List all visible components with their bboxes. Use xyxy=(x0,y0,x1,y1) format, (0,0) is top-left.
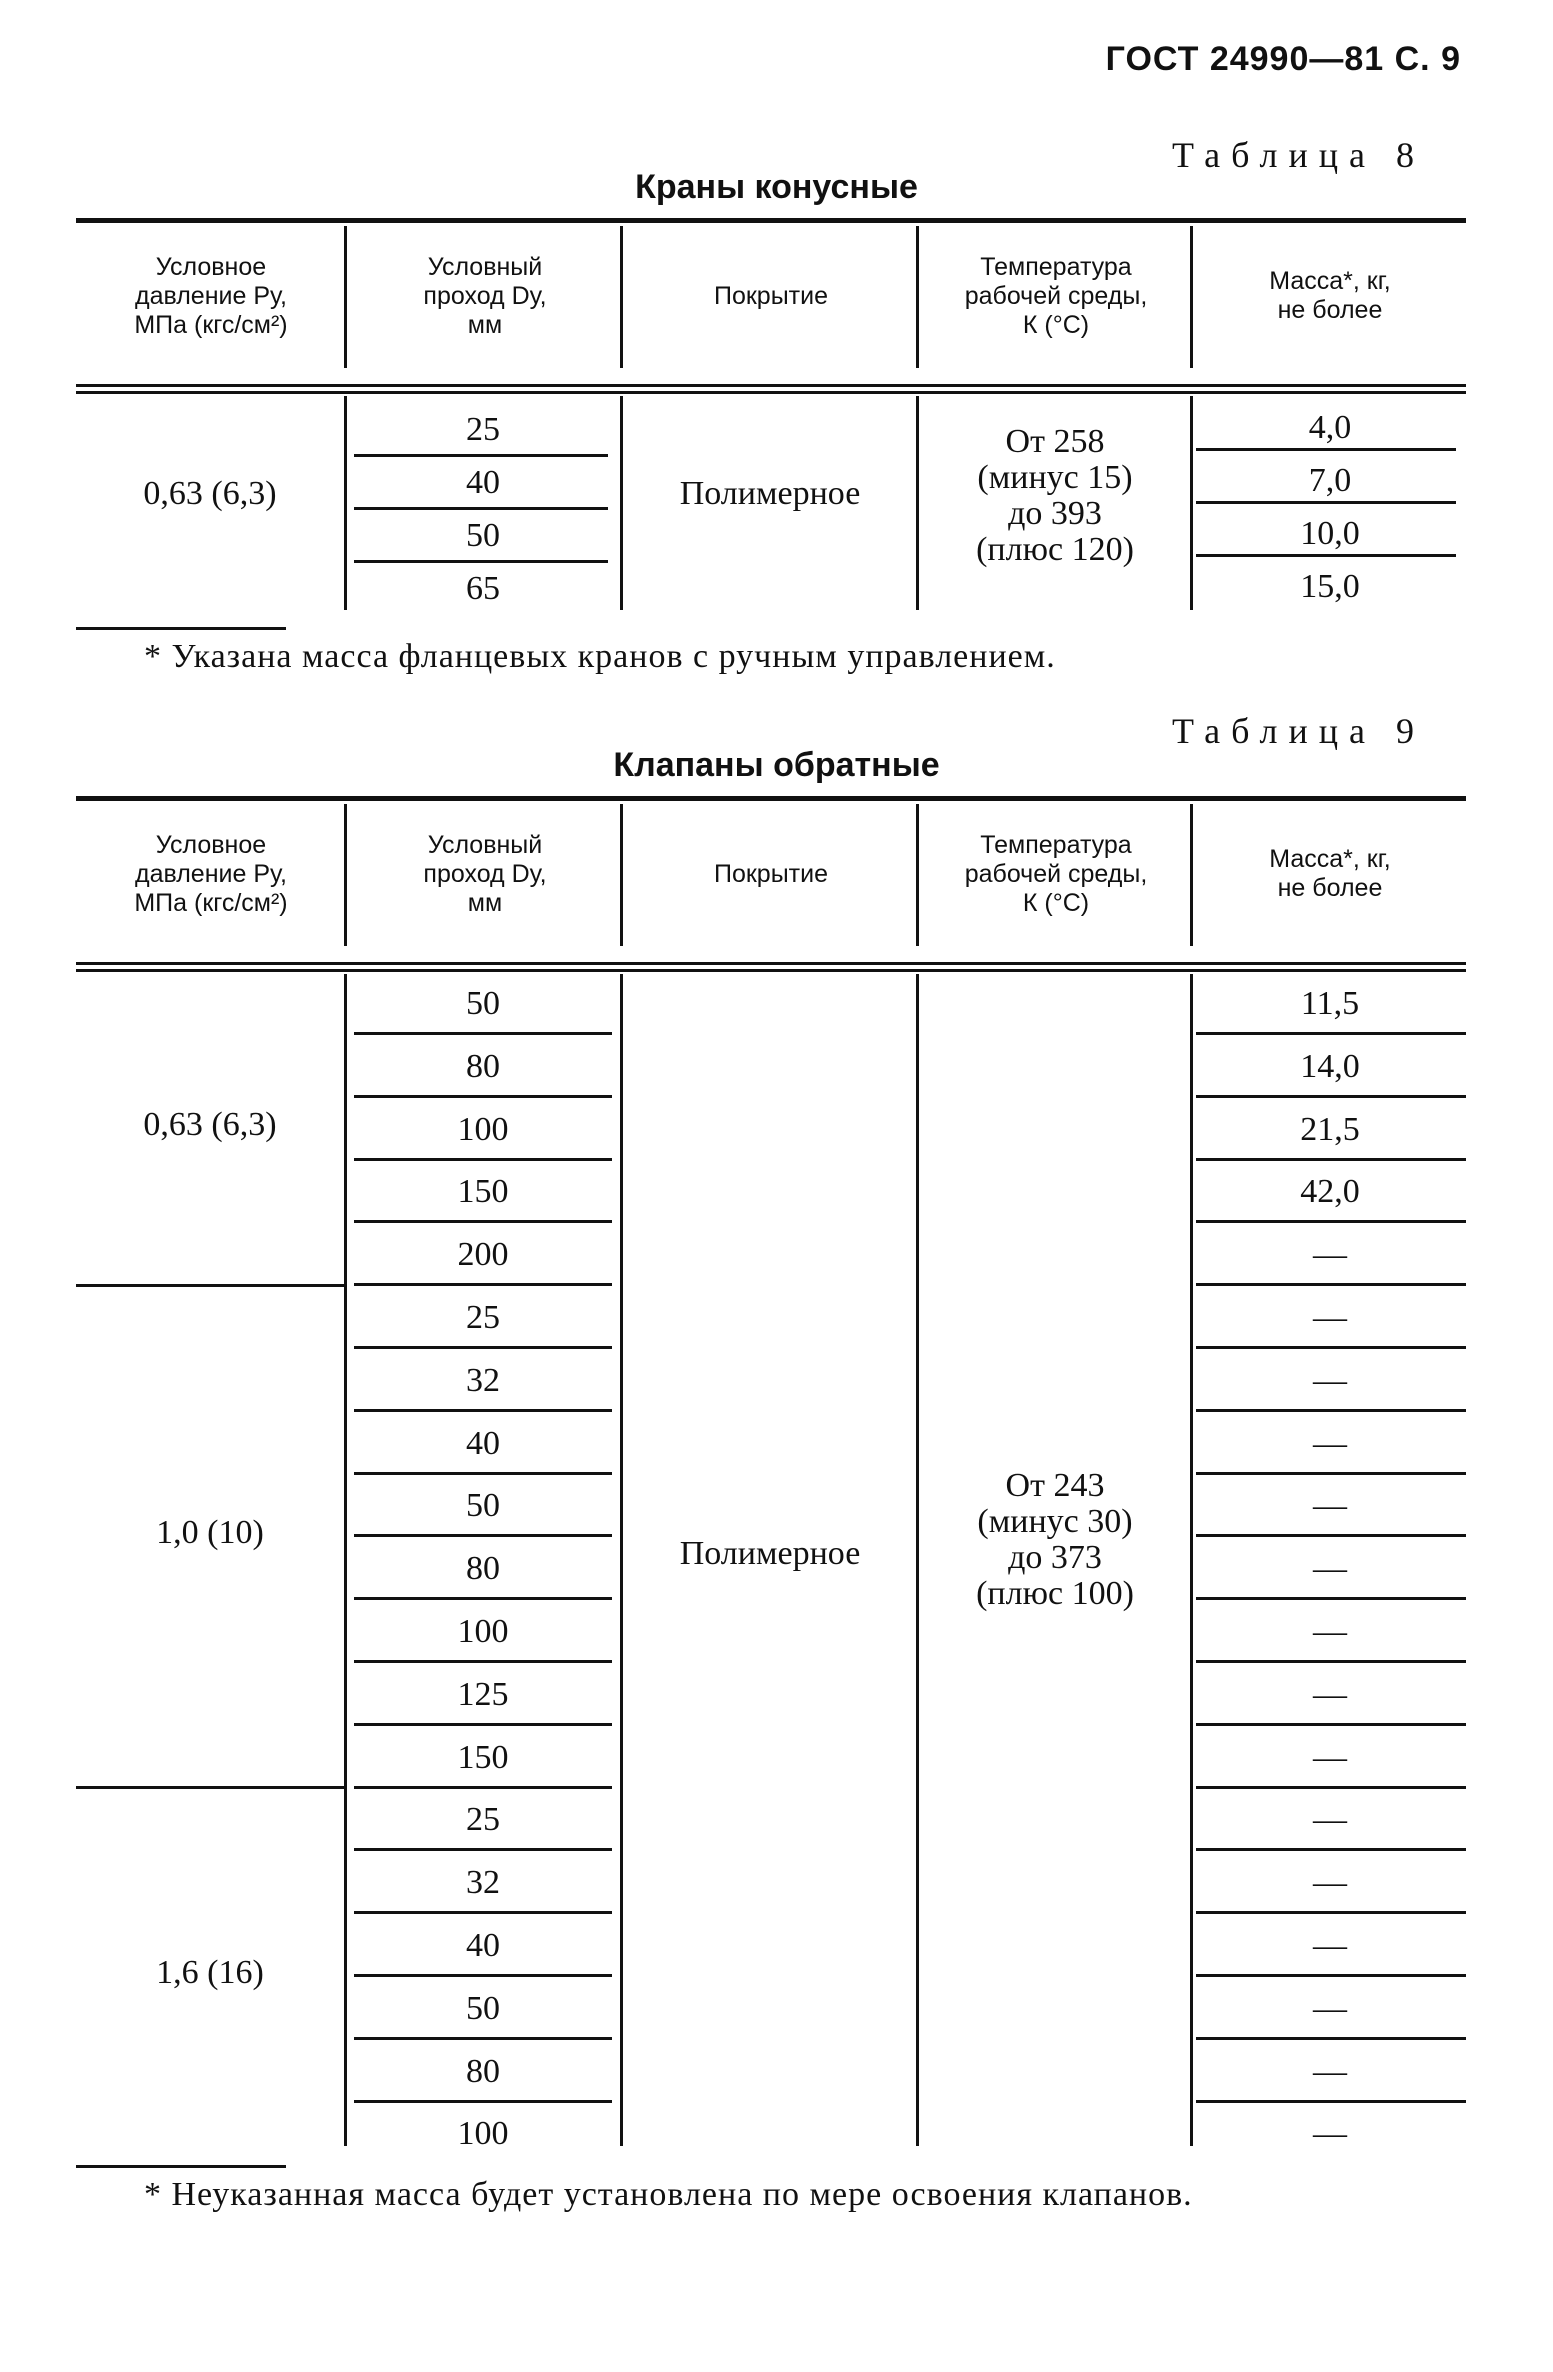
row-divider xyxy=(354,1346,612,1349)
table9-dn-cell: 100 xyxy=(457,1110,509,1148)
row-divider xyxy=(354,1660,612,1663)
table8-mass-cell: 10,0 xyxy=(1300,515,1360,552)
row-divider xyxy=(1196,1974,1466,1977)
row-divider xyxy=(354,2100,612,2103)
table9-dn-cell: 32 xyxy=(466,1361,500,1399)
table8-top-rule xyxy=(76,218,1466,223)
table9-dn-cell: 50 xyxy=(466,1487,500,1525)
table9-temperature: От 243 (минус 30) до 373 (плюс 100) xyxy=(976,1467,1134,1612)
row-divider xyxy=(354,1472,612,1475)
table8 xyxy=(76,214,1466,614)
table8-header-pressure: Условное давление Pу, МПа (кгс/см²) xyxy=(134,252,288,339)
table9-footnote: * Неуказанная масса будет установлена по мере освоения клапанов. xyxy=(144,2176,1193,2213)
row-divider xyxy=(1196,1597,1466,1600)
row-divider xyxy=(354,1409,612,1412)
row-divider xyxy=(1196,1848,1466,1851)
table8-header-coating: Покрытие xyxy=(713,281,828,310)
row-divider xyxy=(1196,1534,1466,1537)
row-divider xyxy=(354,1723,612,1726)
table9-pressure: 1,6 (16) xyxy=(156,1953,264,1991)
table9-dn-cell: 80 xyxy=(466,1047,500,1085)
table9-mass-cell: — xyxy=(1313,1738,1347,1776)
table9-pressure: 1,0 (10) xyxy=(156,1514,264,1552)
table9-dn-cell: 100 xyxy=(457,2115,509,2153)
row-divider xyxy=(1196,2037,1466,2040)
row-divider xyxy=(354,1220,612,1223)
table9-mass-cell: — xyxy=(1313,1487,1347,1525)
table8-temperature: От 258 (минус 15) до 393 (плюс 120) xyxy=(976,423,1134,568)
table9-dn-cell: 32 xyxy=(466,1864,500,1902)
row-divider xyxy=(354,454,608,457)
table8-mass-cell: 4,0 xyxy=(1308,409,1352,446)
table9-header-temperature: Температура рабочей среды, К (°С) xyxy=(964,830,1148,917)
table9-header-mass: Масса*, кг, не более xyxy=(1269,845,1391,902)
table9-mass-cell: 14,0 xyxy=(1300,1047,1360,1085)
table8-coating: Полимерное xyxy=(679,475,861,512)
table9-title: Клапаны обратные xyxy=(613,746,940,784)
table9-dn-cell: 80 xyxy=(466,2052,500,2090)
table9-dn-cell: 40 xyxy=(466,1424,500,1462)
row-divider xyxy=(1196,2100,1466,2103)
table9-header-rule xyxy=(76,962,1466,965)
row-divider xyxy=(354,1283,612,1286)
table9-mass-cell: — xyxy=(1313,1613,1347,1650)
table9-mass-cell: — xyxy=(1313,1424,1347,1462)
table9-dn-cell: 50 xyxy=(466,1989,500,2027)
row-divider xyxy=(76,1786,344,1789)
row-divider xyxy=(354,1095,612,1098)
table8-mass-cell: 7,0 xyxy=(1308,462,1352,499)
table9-dn-cell: 200 xyxy=(457,1236,509,1274)
row-divider xyxy=(354,1597,612,1600)
table9-dn-cell: 25 xyxy=(466,1801,500,1839)
row-divider xyxy=(1196,1723,1466,1726)
table8-mass-cell: 15,0 xyxy=(1300,568,1360,605)
table8-dn-cell: 65 xyxy=(466,570,500,607)
table8-pressure: 0,63 (6,3) xyxy=(143,475,277,512)
table9-number: Таблица 9 xyxy=(1172,711,1425,751)
row-divider xyxy=(354,1786,612,1789)
row-divider xyxy=(1196,554,1456,557)
table9-coating: Полимерное xyxy=(679,1535,861,1572)
row-divider xyxy=(1196,1472,1466,1475)
row-divider xyxy=(354,1974,612,1977)
row-divider xyxy=(1196,1095,1466,1098)
row-divider xyxy=(354,507,608,510)
table8-dn-cell: 25 xyxy=(466,411,500,448)
table9-mass-cell: — xyxy=(1313,1236,1347,1274)
row-divider xyxy=(1196,448,1456,451)
row-divider xyxy=(1196,1032,1466,1035)
row-divider xyxy=(354,560,608,563)
table9 xyxy=(76,792,1466,2154)
table9-mass-cell: — xyxy=(1313,2052,1347,2090)
row-divider xyxy=(354,1911,612,1914)
table9-mass-cell: — xyxy=(1313,2115,1347,2153)
row-divider xyxy=(1196,1409,1466,1412)
table9-header-pressure: Условное давление Pу, МПа (кгс/см²) xyxy=(134,830,288,917)
table9-mass-cell: — xyxy=(1313,1299,1347,1336)
table9-dn-cell: 25 xyxy=(466,1299,500,1336)
table9-mass-cell: 42,0 xyxy=(1300,1173,1360,1211)
table9-header-coating: Покрытие xyxy=(713,859,828,888)
table9-mass-cell: — xyxy=(1313,1864,1347,1902)
row-divider xyxy=(1196,501,1456,504)
row-divider xyxy=(76,1284,344,1287)
page-header: ГОСТ 24990—81 С. 9 xyxy=(1105,40,1461,78)
row-divider xyxy=(1196,1660,1466,1663)
table9-dn-cell: 100 xyxy=(457,1613,509,1650)
table9-dn-cell: 150 xyxy=(457,1173,509,1211)
row-divider xyxy=(1196,1283,1466,1286)
table8-title: Краны конусные xyxy=(635,168,918,206)
table8-footnote: * Указана масса фланцевых кранов с ручным управлением. xyxy=(144,638,1056,675)
table8-number: Таблица 8 xyxy=(1172,135,1425,175)
table9-mass-cell: — xyxy=(1313,1675,1347,1713)
table8-header-temperature: Температура рабочей среды, К (°С) xyxy=(964,252,1148,339)
table9-header-dn: Условный проход Dу, мм xyxy=(423,830,547,917)
row-divider xyxy=(354,1158,612,1161)
row-divider xyxy=(1196,1220,1466,1223)
table9-mass-cell: — xyxy=(1313,1361,1347,1399)
table9-mass-cell: — xyxy=(1313,1927,1347,1964)
row-divider xyxy=(354,2037,612,2040)
table9-mass-cell: 11,5 xyxy=(1300,985,1360,1022)
table8-header-dn: Условный проход Dу, мм xyxy=(423,252,547,339)
table9-dn-cell: 125 xyxy=(457,1675,509,1713)
table9-top-rule xyxy=(76,796,1466,801)
table9-dn-cell: 40 xyxy=(466,1927,500,1964)
table9-dn-cell: 50 xyxy=(466,985,500,1022)
table9-mass-cell: — xyxy=(1313,1989,1347,2027)
row-divider xyxy=(1196,1158,1466,1161)
row-divider xyxy=(1196,1346,1466,1349)
table8-header-mass: Масса*, кг, не более xyxy=(1269,267,1391,324)
table9-pressure: 0,63 (6,3) xyxy=(143,1106,277,1143)
table9-mass-cell: — xyxy=(1313,1801,1347,1839)
row-divider xyxy=(354,1848,612,1851)
table9-mass-cell: 21,5 xyxy=(1300,1110,1360,1148)
table8-dn-cell: 50 xyxy=(466,517,500,554)
table9-dn-cell: 150 xyxy=(457,1738,509,1776)
table8-header-rule xyxy=(76,384,1466,387)
row-divider xyxy=(354,1534,612,1537)
table9-dn-cell: 80 xyxy=(466,1550,500,1588)
row-divider xyxy=(1196,1786,1466,1789)
table8-dn-cell: 40 xyxy=(466,464,500,501)
table9-mass-cell: — xyxy=(1313,1550,1347,1588)
row-divider xyxy=(354,1032,612,1035)
row-divider xyxy=(1196,1911,1466,1914)
